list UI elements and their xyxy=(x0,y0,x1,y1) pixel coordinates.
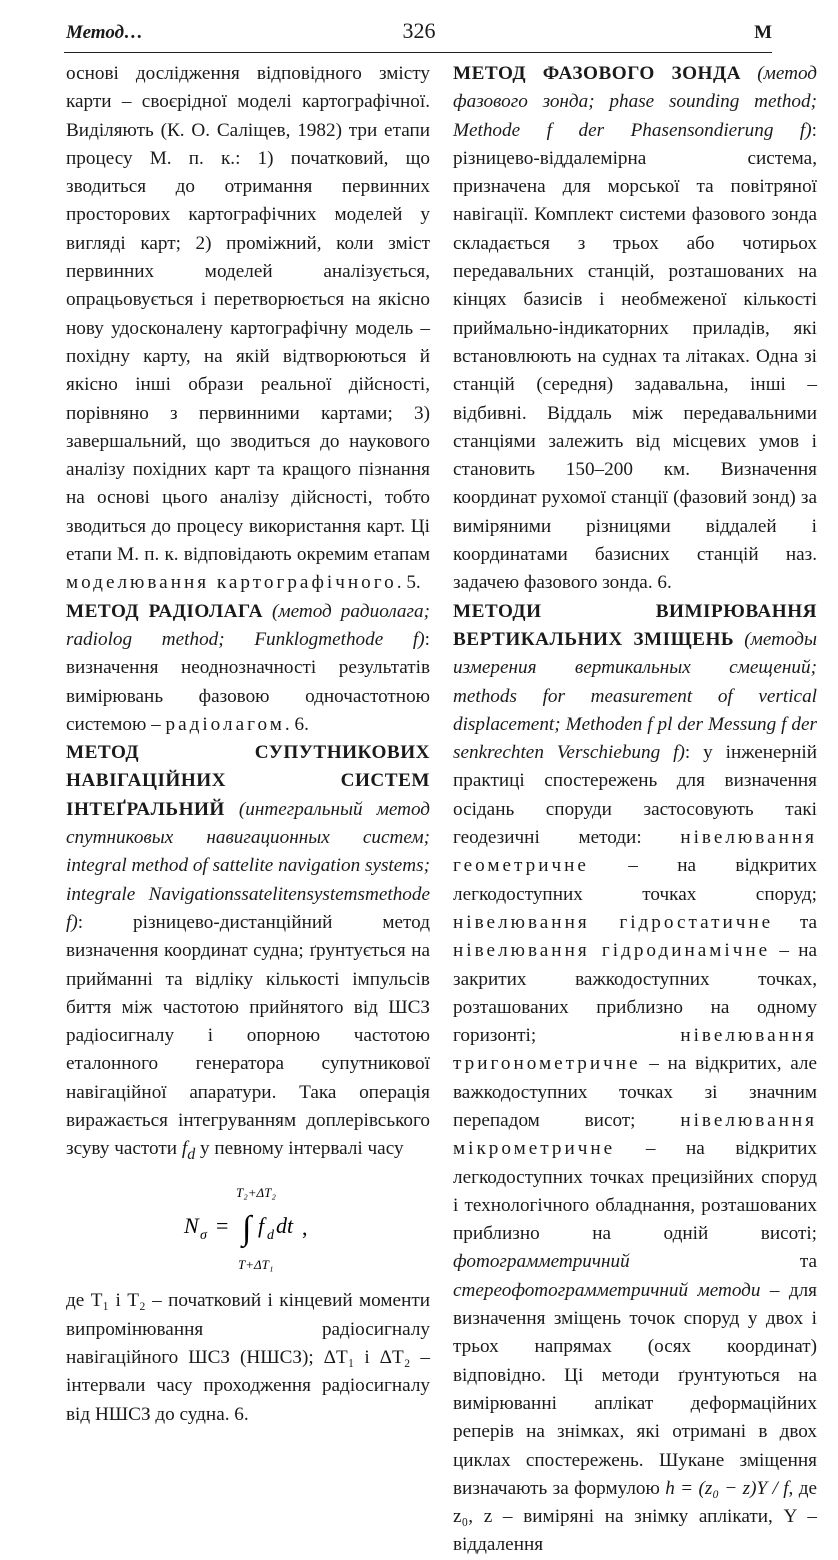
formula-integrand-sub: d xyxy=(267,1228,274,1244)
running-head-entry: Метод… xyxy=(66,22,144,43)
entry-text: у певному інтервалі часу xyxy=(195,1138,404,1160)
entry-equivalents: (метод радиолага; radiolog method; Funklogmethode f) xyxy=(66,600,430,650)
entry-term: МЕТОД СУПУТНИКОВИХ НАВІГАЦІЙНИХ СИСТЕМ ІНТЕҐРАЛЬНИЙ xyxy=(66,742,430,820)
entry-equivalents: (метод фазового зонда; phase sounding method; Methode f der Phasensondierung f) xyxy=(453,63,817,141)
entry-end: . 6. xyxy=(284,713,309,735)
formula-lhs: N xyxy=(184,1213,199,1239)
method-stereophotogrammetric: стереофотограмметричний методи xyxy=(453,1279,761,1301)
method-photogrammetric: фотограмметричний xyxy=(453,1251,630,1273)
spaced-term: радіолагом xyxy=(165,713,285,735)
entry-continuation xyxy=(66,60,430,598)
running-head xyxy=(66,18,772,52)
entry-satellite xyxy=(66,739,430,1169)
entry-text: – для визначення зміщень точок споруд у двох і трьох напрямах (осях координат) відповідно. Ці методи ґрунтуються на вимірюванні аплікат деформаційних реперів на знімках, які отримані в двох циклах спостережень. Шукане зміщення визначають за формулою xyxy=(453,1279,818,1499)
formula-lhs-sub: σ xyxy=(200,1228,207,1244)
spaced-term: моделювання картографічного xyxy=(66,572,397,594)
entry-text: , де z₀, z – виміряні на знімку аплікати, Y – віддалення xyxy=(453,1477,817,1556)
entry-text: : у інженерній практиці спостережень для визначення осідань споруди застосовують такі геодезичні методи: xyxy=(453,742,817,849)
entry-radiolag xyxy=(66,598,430,739)
method-leveling-micrometric: нівелювання мікрометричне xyxy=(453,1109,817,1160)
entry-term: МЕТОДИ ВИМІРЮВАННЯ ВЕРТИКАЛЬНИХ ЗМІЩЕНЬ xyxy=(453,600,817,650)
integral-formula xyxy=(66,1177,430,1273)
symbol-sub: d xyxy=(187,1146,196,1164)
entry-text: – на відкритих легкодоступних точках споруд; xyxy=(453,855,817,905)
formula-comma: , xyxy=(302,1215,308,1241)
entry-text: основі дослідження відповідного змісту карти – своєрідної моделі картографічної. Виділяють (К. О. Саліщев, 1982) три етапи процесу М. п. к.: 1) початковий, що зводиться до отримання первинних просторових картографічних моделей у вигляді карт; 2) проміжний, коли зміст первинних моделей аналізується, опрацьовується і перетворюється на якісно нову удосконалену картографічну модель – похідну карту, на якій відтворюються й якісно інші образи реальної дійсності, порівняно з первинними картами; 3) завершальний, що зводиться до наукового аналізу похідних карт та кращого пізнання на основі цього аналізу дійсності, тобто зводиться до процесу використання карт. Ці етапи М. п. к. відповідають окремим етапам xyxy=(66,63,430,566)
entry-text: – на відкритих легкодоступних точках прецизійних споруд і технологічного обладнання, розташованих приблизно на одній висоті; xyxy=(453,1138,817,1245)
entry-term: МЕТОД ФАЗОВОГО ЗОНДА xyxy=(453,63,742,84)
formula-lower-limit: T+ΔT₁ xyxy=(238,1257,274,1273)
header-rule xyxy=(64,52,772,53)
formula-integrand: f xyxy=(258,1213,265,1239)
inline-formula: h = (z₀ − z)Y / f xyxy=(665,1477,789,1499)
entry-text: та xyxy=(773,911,818,933)
entry-text: – на закритих важкодоступних точках, розташованих приблизно на одному горизонті; xyxy=(453,940,817,1047)
method-leveling-hydrostatic: нівелювання гідростатичне xyxy=(453,911,774,933)
right-column xyxy=(453,60,817,1560)
formula-explanation: де T₁ і T₂ – початковий і кінцевий моменти випромінювання радіосигналу навігаційного ШСЗ (НШСЗ); ΔT₁ і ΔT₂ – інтервали часу проходження радіосигналу від НШСЗ до судна. 6. xyxy=(66,1290,430,1425)
symbol-f: f xyxy=(181,1138,188,1160)
entry-text: – на відкритих, але важкодоступних точках зі значним перепадом висот; xyxy=(453,1053,817,1131)
entry-equivalents: (интегральный метод спутниковых навигационных систем; integral method of sattelite navigation systems; integrale Navigationssatelitensystemsmethode f) xyxy=(66,798,431,933)
entry-term: МЕТОД РАДІОЛАГА xyxy=(66,600,263,622)
integral-sign: ∫ xyxy=(242,1210,252,1248)
page-number: 326 xyxy=(402,18,436,43)
method-leveling-hydrodynamic: нівелювання гідродинамічне xyxy=(453,940,771,962)
formula-dt: dt xyxy=(276,1213,294,1239)
formula-equals: = xyxy=(216,1213,229,1239)
entry-equivalents: (методы измерения вертикальных смещений; methods for measurement of vertical displacement; Methoden f pl der Messung f der senkrechten Verschiebung f) xyxy=(453,628,817,764)
entry-end: . 5. xyxy=(396,572,421,594)
method-leveling-geometric: нівелювання геометричне xyxy=(453,827,817,877)
entry-vertical-displacement xyxy=(453,598,817,1560)
left-column xyxy=(66,60,430,1429)
entry-text: : різницево-дистанційний метод визначення координат судна; ґрунтується на прийманні та відліку кількості імпульсів биття між частотою прийнятого від ШСЗ радіосигналу і опорною частотою еталонного генератора супутникової навігаційної апаратури. Така операція виражається інтегруванням доплерівського зсуву частоти xyxy=(66,911,430,1160)
entry-phase-sounding xyxy=(453,60,817,598)
entry-text: : різницево-віддалемірна система, призначена для морської та повітряної навігації. Комплект системи фазового зонда складається з трьох або чотирьох передавальних станцій, розташованих на кінцях базисів і необмеженої кількості приймально-індикаторних приладів, які встановлюють на суднах та літаках. Одна зі станцій (середня) задавальна, інші – відбивні. Віддаль між передавальними станціями залежить від місцевих умов і становить 150–200 км. Визначення координат рухомої станції (фазовий зонд) за виміряними різницями віддалей і координатами базисних станцій наз. задачею фазового зонда. 6. xyxy=(453,119,817,594)
entry-text: : визначення неоднозначності результатів вимірювань фазовою одночастотною системою – xyxy=(66,628,430,735)
formula-upper-limit: T₂+ΔT₂ xyxy=(236,1185,276,1201)
running-head-letter: М xyxy=(754,22,772,43)
method-leveling-trigonometric: нівелювання тригонометричне xyxy=(453,1025,817,1075)
entry-text: та xyxy=(629,1251,817,1273)
formula-graphic xyxy=(166,1177,366,1273)
